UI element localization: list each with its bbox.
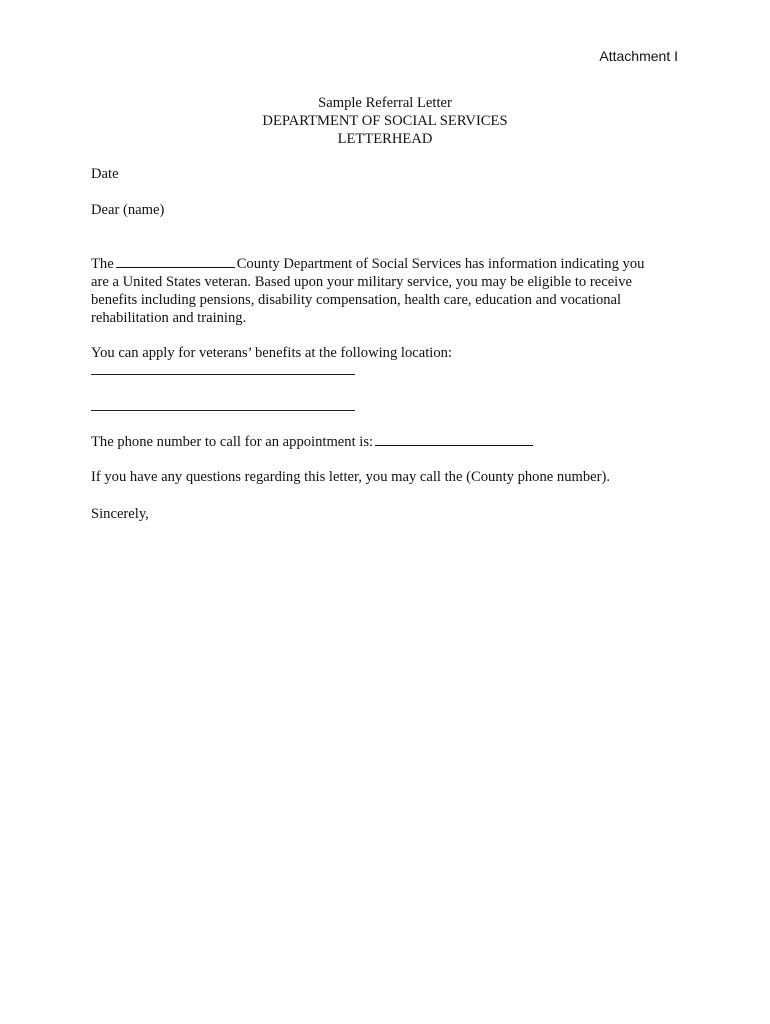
letterhead <box>0 94 770 148</box>
department-name: DEPARTMENT OF SOCIAL SERVICES <box>262 113 508 129</box>
apply-location-text: You can apply for veterans’ benefits at the following location: <box>91 345 452 361</box>
date-line: Date <box>91 166 119 182</box>
letterhead-label: LETTERHEAD <box>337 131 433 147</box>
letter-title: Sample Referral Letter <box>318 95 452 111</box>
attachment-label: Attachment I <box>599 48 678 64</box>
closing: Sincerely, <box>91 506 149 522</box>
phone-line <box>91 432 533 451</box>
location-blank-line-2 <box>91 410 355 411</box>
body-paragraph <box>91 254 671 327</box>
phone-prompt-text: The phone number to call for an appointment is: <box>91 434 374 450</box>
paragraph-intro-text: The <box>91 256 114 272</box>
location-blank-line-1 <box>91 374 355 375</box>
phone-number-blank <box>375 432 533 446</box>
paragraph-line-2: are a United States veteran. Based upon your military service, you may be eligible to receive <box>91 274 632 290</box>
paragraph-line-1-rest: County Department of Social Services has information indicating you <box>236 256 645 272</box>
paragraph-line-1 <box>91 254 671 273</box>
paragraph-line-3: benefits including pensions, disability compensation, health care, education and vocational <box>91 292 622 308</box>
questions-text: If you have any questions regarding this letter, you may call the (County phone number). <box>91 469 610 485</box>
salutation: Dear (name) <box>91 202 165 218</box>
county-name-blank <box>116 254 235 268</box>
paragraph-line-4: rehabilitation and training. <box>91 310 247 326</box>
